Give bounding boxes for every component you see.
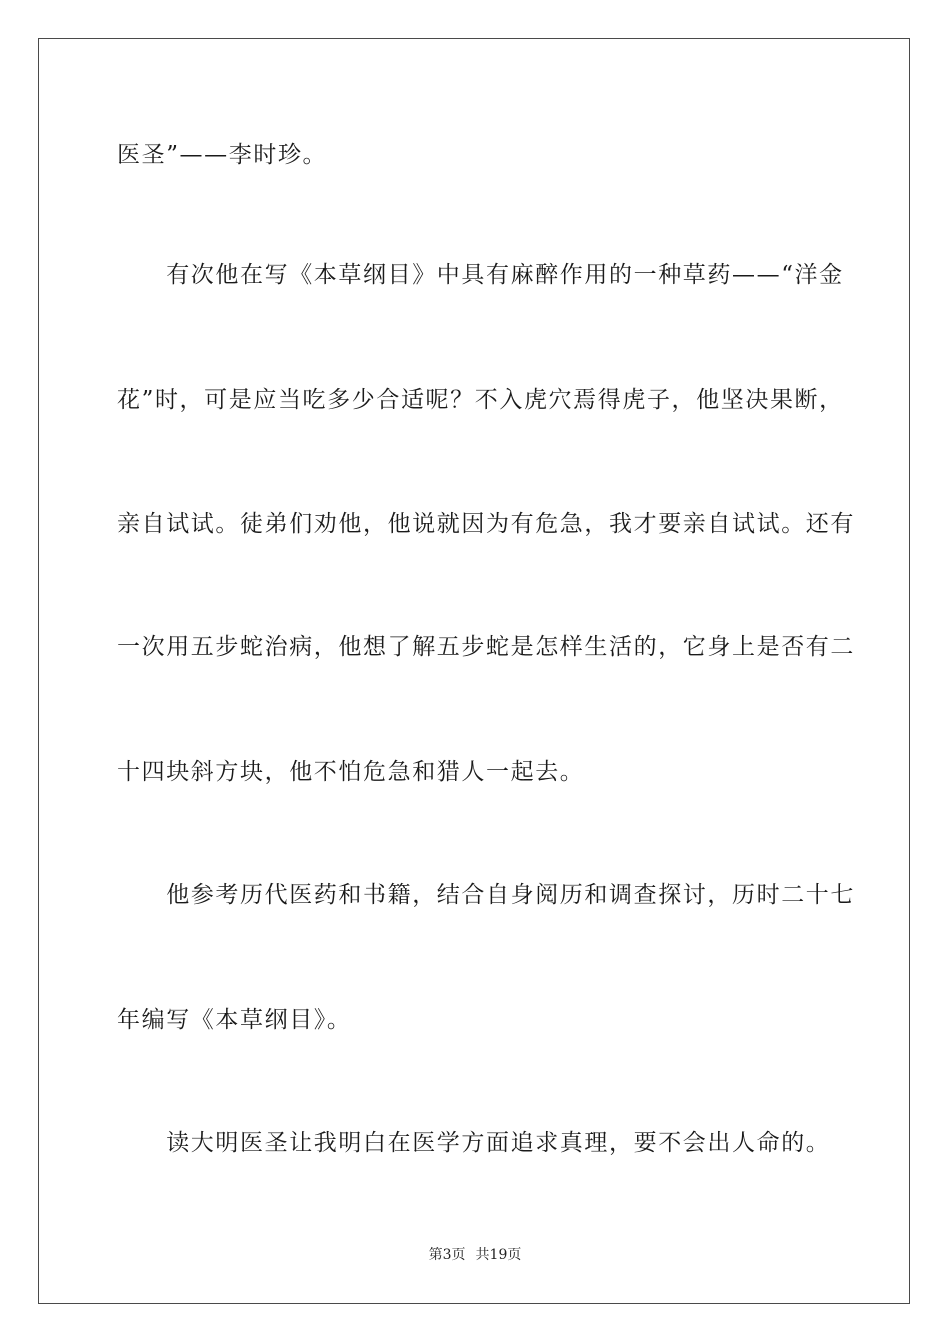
text-line-5: 一次用五步蛇治病，他想了解五步蛇是怎样生活的，它身上是否有二 — [117, 634, 855, 660]
page-footer — [0, 1246, 950, 1264]
text-line-9: 读大明医圣让我明白在医学方面追求真理，要不会出人命的。 — [117, 1130, 831, 1156]
page-border — [38, 38, 910, 1304]
text-line-4: 亲自试试。徒弟们劝他，他说就因为有危急，我才要亲自试试。还有 — [117, 511, 855, 537]
text-line-2: 有次他在写《本草纲目》中具有麻醉作用的一种草药——“洋金 — [117, 262, 844, 288]
text-line-3: 花”时，可是应当吃多少合适呢？不入虎穴焉得虎子，他坚决果断， — [117, 387, 844, 413]
text-line-1: 医圣”——李时珍。 — [117, 142, 328, 168]
text-line-6: 十四块斜方块，他不怕危急和猎人一起去。 — [117, 759, 585, 785]
text-line-7: 他参考历代医药和书籍，结合自身阅历和调查探讨，历时二十七 — [117, 882, 855, 908]
page-number-current: 第3页 — [428, 1247, 466, 1263]
text-line-8: 年编写《本草纲目》。 — [117, 1007, 352, 1033]
page-number-total: 共19页 — [475, 1247, 522, 1263]
